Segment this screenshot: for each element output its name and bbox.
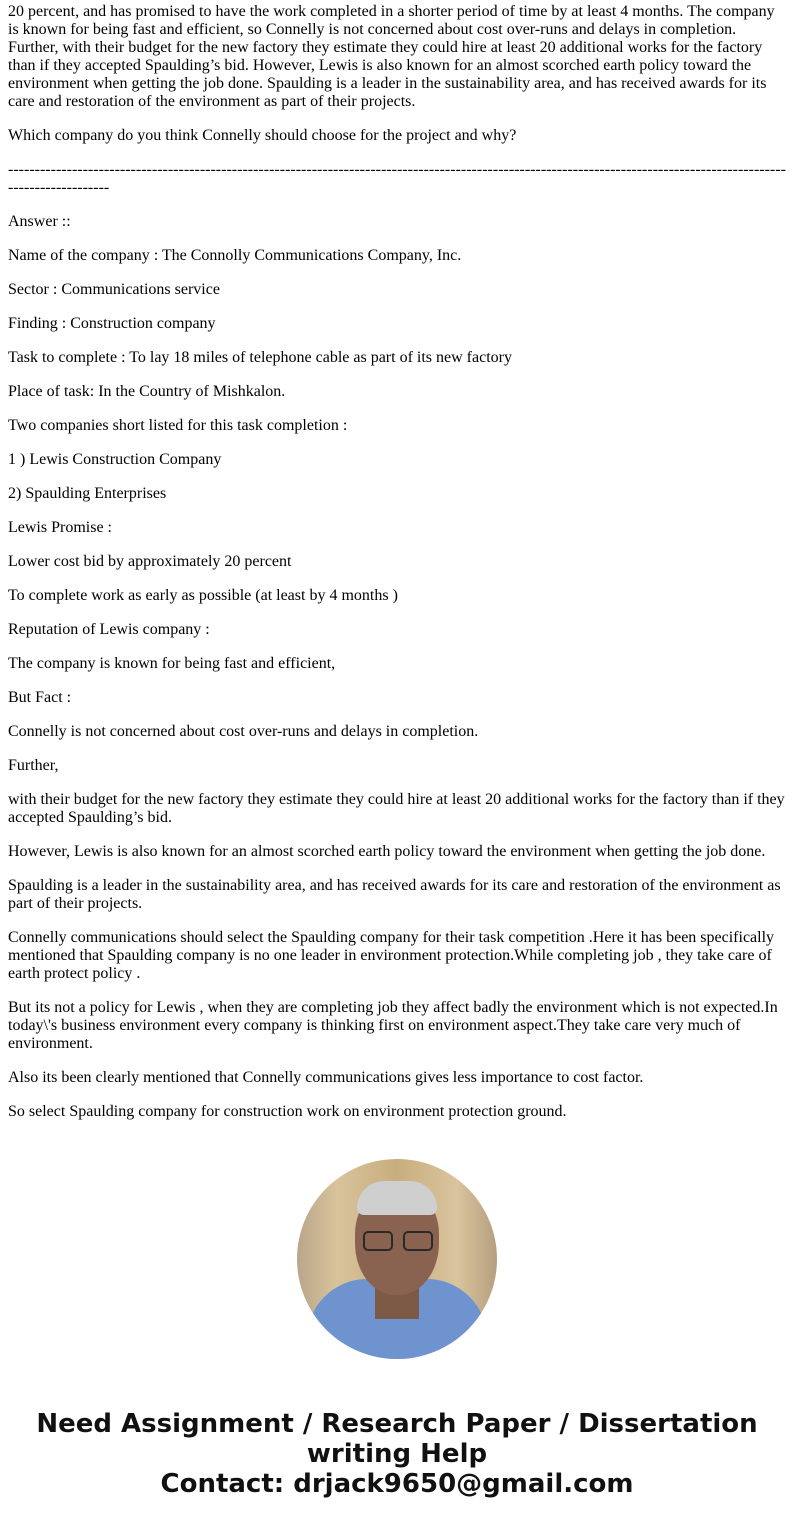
question-paragraph: 20 percent, and has promised to have the work completed in a shorter period of time by at least 4 months. The company is known for being fast and efficient, so Connelly is not concerned about cost over-runs and delays in completion. Further, with their budget for the new factory they estimate they could hire at least 20 additional works for the factory than if they accepted Spaulding’s bid. However, Lewis is also known for an almost scorched earth policy toward the environment when getting the job done. Spaulding is a leader in the sustainability area, and has received awards for its care and restoration of the environment as part of their projects. bbox=[8, 3, 775, 110]
answer-section bbox=[8, 213, 786, 1121]
promo-headline: Need Assignment / Research Paper / Dissertation writing Help bbox=[36, 1409, 758, 1469]
document-content bbox=[8, 3, 786, 1121]
answer-paragraph: 2) Spaulding Enterprises bbox=[8, 485, 167, 502]
answer-paragraph: Finding : Construction company bbox=[8, 315, 216, 332]
answer-paragraph: Further, bbox=[8, 757, 59, 774]
answer-paragraph: To complete work as early as possible (at least by 4 months ) bbox=[8, 587, 398, 604]
answer-paragraph: Lower cost bid by approximately 20 percent bbox=[8, 553, 292, 570]
answer-paragraph: But Fact : bbox=[8, 689, 72, 706]
answer-paragraph: Lewis Promise : bbox=[8, 519, 112, 536]
answer-paragraph: Answer :: bbox=[8, 213, 71, 230]
answer-paragraph: Spaulding is a leader in the sustainability area, and has received awards for its care and restoration of the environment as part of their projects. bbox=[8, 877, 781, 912]
answer-paragraph: The company is known for being fast and efficient, bbox=[8, 655, 336, 672]
answer-paragraph: However, Lewis is also known for an almost scorched earth policy toward the environment when getting the job done. bbox=[8, 843, 766, 860]
answer-paragraph: Also its been clearly mentioned that Connelly communications gives less importance to cost factor. bbox=[8, 1069, 644, 1086]
answer-paragraph: But its not a policy for Lewis , when they are completing job they affect badly the environment which is not expected.In today\'s business environment every company is thinking first on environment aspect.They take care very much of environment. bbox=[8, 999, 778, 1052]
answer-paragraph: 1 ) Lewis Construction Company bbox=[8, 451, 222, 468]
answer-paragraph: Name of the company : The Connolly Communications Company, Inc. bbox=[8, 247, 462, 264]
answer-paragraph: Connelly communications should select the Spaulding company for their task competition .Here it has been specifically mentioned that Spaulding company is no one leader in environment protection.While completing job , they take care of earth protect policy . bbox=[8, 929, 775, 982]
answer-paragraph: Connelly is not concerned about cost over-runs and delays in completion. bbox=[8, 723, 479, 740]
answer-paragraph: Place of task: In the Country of Mishkalon. bbox=[8, 383, 286, 400]
answer-paragraph: So select Spaulding company for construction work on environment protection ground. bbox=[8, 1103, 567, 1120]
question-prompt: Which company do you think Connelly should choose for the project and why? bbox=[8, 127, 517, 144]
answer-paragraph: Sector : Communications service bbox=[8, 281, 220, 298]
answer-paragraph: Reputation of Lewis company : bbox=[8, 621, 210, 638]
answer-paragraph: Task to complete : To lay 18 miles of telephone cable as part of its new factory bbox=[8, 349, 512, 366]
separator: --------------------------------------------------------------------------------------------------------------------------------------------------------------------- bbox=[8, 161, 786, 196]
promo-contact: Contact: drjack9650@gmail.com bbox=[160, 1469, 634, 1499]
answer-paragraph: Two companies short listed for this task completion : bbox=[8, 417, 348, 434]
author-avatar bbox=[297, 1159, 497, 1359]
answer-paragraph: with their budget for the new factory they estimate they could hire at least 20 additional works for the factory than if they accepted Spaulding’s bid. bbox=[8, 791, 785, 826]
promo-footer bbox=[0, 1409, 794, 1499]
